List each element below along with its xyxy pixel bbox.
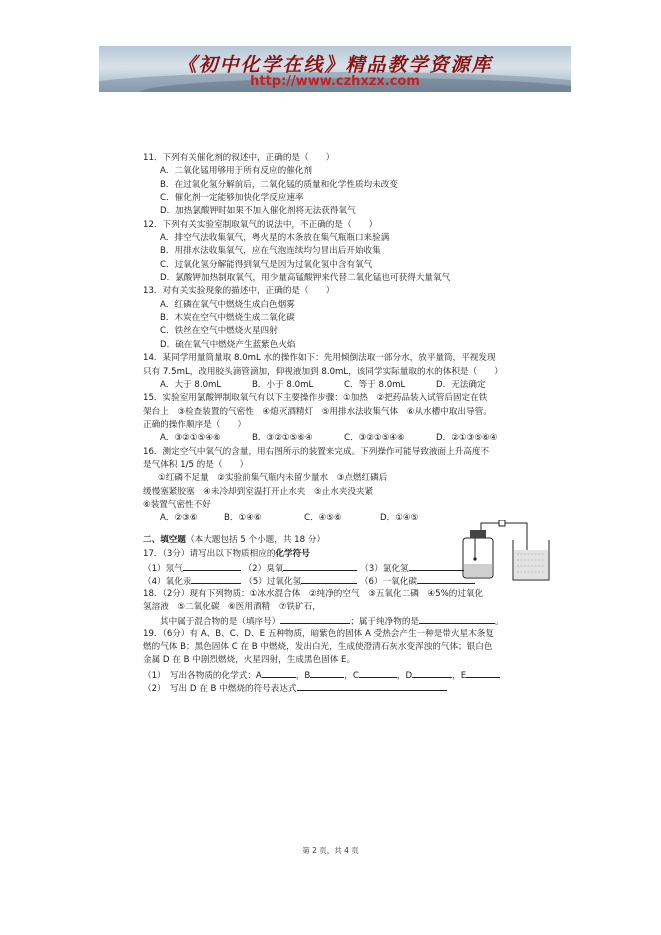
question-19-line: 金属 D 在 B 中剧烈燃烧，火星四射，生成黑色固体 E。 xyxy=(143,655,356,666)
question-15-option-b: B．③②①⑤⑥④ xyxy=(252,433,313,444)
oxygen-apparatus-diagram xyxy=(455,520,555,582)
bottle-water xyxy=(464,564,492,577)
question-15-option-c: C．③②①⑤④⑥ xyxy=(344,433,405,444)
question-11-stem: 11．下列有关催化剂的叙述中，正确的是（ ） xyxy=(143,153,335,163)
question-14-option-c: C．等于 8.0mL xyxy=(344,379,406,390)
question-13-option-a: A．红磷在氧气中燃烧生成白色烟雾 xyxy=(160,299,295,310)
question-12-option-b: B．用排水法收集氧气，应在气泡连续均匀冒出后开始收集 xyxy=(160,246,381,257)
answer-blank[interactable] xyxy=(310,668,344,678)
red-phosphorus xyxy=(473,557,476,560)
question-13-option-d: D．硫在氧气中燃烧产生蓝紫色火焰 xyxy=(160,339,296,350)
header-banner xyxy=(99,46,571,92)
question-11-option-d: D．加热氯酸钾时如果不加入催化剂将无法获得氧气 xyxy=(160,206,356,217)
question-14-option-b: B．小于 8.0mL xyxy=(252,379,314,390)
question-11-option-b: B．在过氧化氢分解前后，二氧化锰的质量和化学性质均未改变 xyxy=(160,179,398,190)
question-12-option-c: C．过氧化氢分解能得到氧气是因为过氧化氢中含有氧气 xyxy=(160,259,373,270)
question-16-option-a: A．②③⑥ xyxy=(160,513,198,524)
question-19-sub-1: （1） 写出各物质的化学式：A ，B ，C ，D ，E xyxy=(143,668,553,681)
answer-blank[interactable] xyxy=(283,561,357,571)
question-15-options xyxy=(143,432,553,445)
question-11-option-c: C．催化剂一定能够加快化学反应速率 xyxy=(160,193,304,204)
section-2-note: （本大题包括 5 个小题，共 18 分） xyxy=(185,534,326,545)
question-16-line: 16．测定空气中氧气的含量，用右图所示的装置来完成。下列操作可能导致液面上升高度不 xyxy=(143,446,490,457)
question-17-stem: 17．（3分）请写出以下物质相应的化学符号 xyxy=(143,548,310,559)
question-12-stem: 12．下列有关实验室制取氧气的说法中，不正确的是（ ） xyxy=(143,219,378,230)
question-18-line: 氢溶液 ⑤二氧化碳 ⑥医用酒精 ⑦铁矿石， xyxy=(143,602,321,612)
question-14-option-a: A．大于 8.0mL xyxy=(160,379,222,390)
question-14-option-d: D．无法确定 xyxy=(436,379,486,390)
answer-blank[interactable] xyxy=(359,668,397,678)
question-17-row: （1）氖气 （2）臭氧 （3）氯化氢 xyxy=(143,561,553,574)
answer-blank[interactable] xyxy=(419,614,495,624)
question-13-stem: 13．对有关实验现象的描述中，正确的是（ ） xyxy=(143,286,335,297)
page-number: 第 2 页，共 4 页 xyxy=(302,846,359,855)
water-clamp xyxy=(499,520,505,526)
beaker-water xyxy=(514,550,548,579)
answer-blank[interactable] xyxy=(280,614,350,624)
question-12-option-d: D．氯酸钾加热制取氧气，用少量高锰酸钾来代替二氧化锰也可获得大量氧气 xyxy=(160,273,451,284)
question-16-line: 是气体积 1/5 的是（ ） xyxy=(143,459,249,470)
question-17-stem-bold: 化学符号 xyxy=(275,548,310,559)
banner-title: 《初中化学在线》精品教学资源库 xyxy=(177,54,493,76)
question-19-line: 燃的气体 B；黑色固体 C 在 B 中燃烧，发出白光，生成使澄清石灰水变浑浊的气体；银白色 xyxy=(143,642,493,653)
question-11-option-a: A．二氧化锰用够用于所有反应的催化剂 xyxy=(160,166,312,177)
answer-blank[interactable] xyxy=(412,668,452,678)
answer-blank[interactable] xyxy=(262,668,296,678)
question-16-option-b: B．①④⑥ xyxy=(224,513,262,524)
question-12-option-a: A．排空气法收集氧气，粤火星的木条放在集气瓶瓶口来验满 xyxy=(160,233,390,244)
question-14-options xyxy=(143,379,553,392)
question-19-sub-2: （2） 写出 D 在 B 中燃烧的符号表达式 xyxy=(143,681,553,694)
question-14-line: 只有 7.5mL，改用胶头滴管滴加，仰视液加到 8.0mL，该同学实际量取的水的体积是（ ） xyxy=(143,366,503,377)
exam-content xyxy=(143,152,553,694)
section-2-title: 二、填空题（本大题包括 5 个小题，共 18 分） xyxy=(143,534,326,545)
question-16-line: ①红磷不足量 ②实验前集气瓶内未留少量水 ③点燃红磷后 xyxy=(158,473,388,484)
answer-blank[interactable] xyxy=(297,681,447,691)
answer-blank[interactable] xyxy=(301,574,357,584)
question-15-line: 正确的操作顺序是（ ） xyxy=(143,419,247,430)
question-13-option-b: B．木炭在空气中燃烧生成二氧化碳 xyxy=(160,313,295,324)
question-18-line: 18．（2分）现有下列物质：①冰水混合体 ②纯净的空气 ③五氧化二磷 ④5%的过氧化 xyxy=(143,588,484,599)
answer-blank[interactable] xyxy=(466,668,500,678)
question-15-option-d: D．②①③⑤⑥④ xyxy=(436,433,498,444)
question-14-line: 14．某同学用量筒量取 8.0mL 水的操作如下：先用倾倒法取一部分水，放平量筒，平视发现 xyxy=(143,353,496,364)
rubber-stopper xyxy=(470,530,486,538)
question-16-line: 缓慢塞紧胶塞 ④未冷却到室温打开止水夹 ⑤止水夹没夹紧 xyxy=(143,486,374,497)
answer-blank[interactable] xyxy=(183,561,241,571)
question-15-line: 架台上 ③检查装置的气密性 ④熄灭酒精灯 ⑤用排水法收集气体 ⑥从水槽中取出导管。 xyxy=(143,406,492,417)
question-16-option-d: D．①④⑤ xyxy=(380,513,419,524)
question-18-answer-line: 其中属于混合物的是（填序号） ；属于纯净物的是 。 xyxy=(143,614,553,627)
question-17-row: （4）氧化汞 （5）过氧化氢 （6）一氧化碳 xyxy=(143,574,553,587)
question-15-line: 15．实验室用氯酸钾制取氧气有以下主要操作步骤：①加热 ②把药品装入试管后固定在铁 xyxy=(143,393,488,404)
question-19-line: 19．（6分）有 A、B、C、D、E 五种物质，暗紫色的固体 A 受热会产生一种是带火星木条复 xyxy=(143,628,494,639)
question-16-option-c: C．④⑤⑥ xyxy=(304,513,342,524)
answer-blank[interactable] xyxy=(191,574,241,584)
banner-url[interactable]: http://www.czhxzx.com xyxy=(250,74,420,89)
question-16-line: ⑥装置气密性不好 xyxy=(143,499,211,510)
question-15-option-a: A．③②①⑤④⑥ xyxy=(160,433,221,444)
question-13-option-c: C．铁丝在空气中燃烧火星四射 xyxy=(160,326,278,337)
